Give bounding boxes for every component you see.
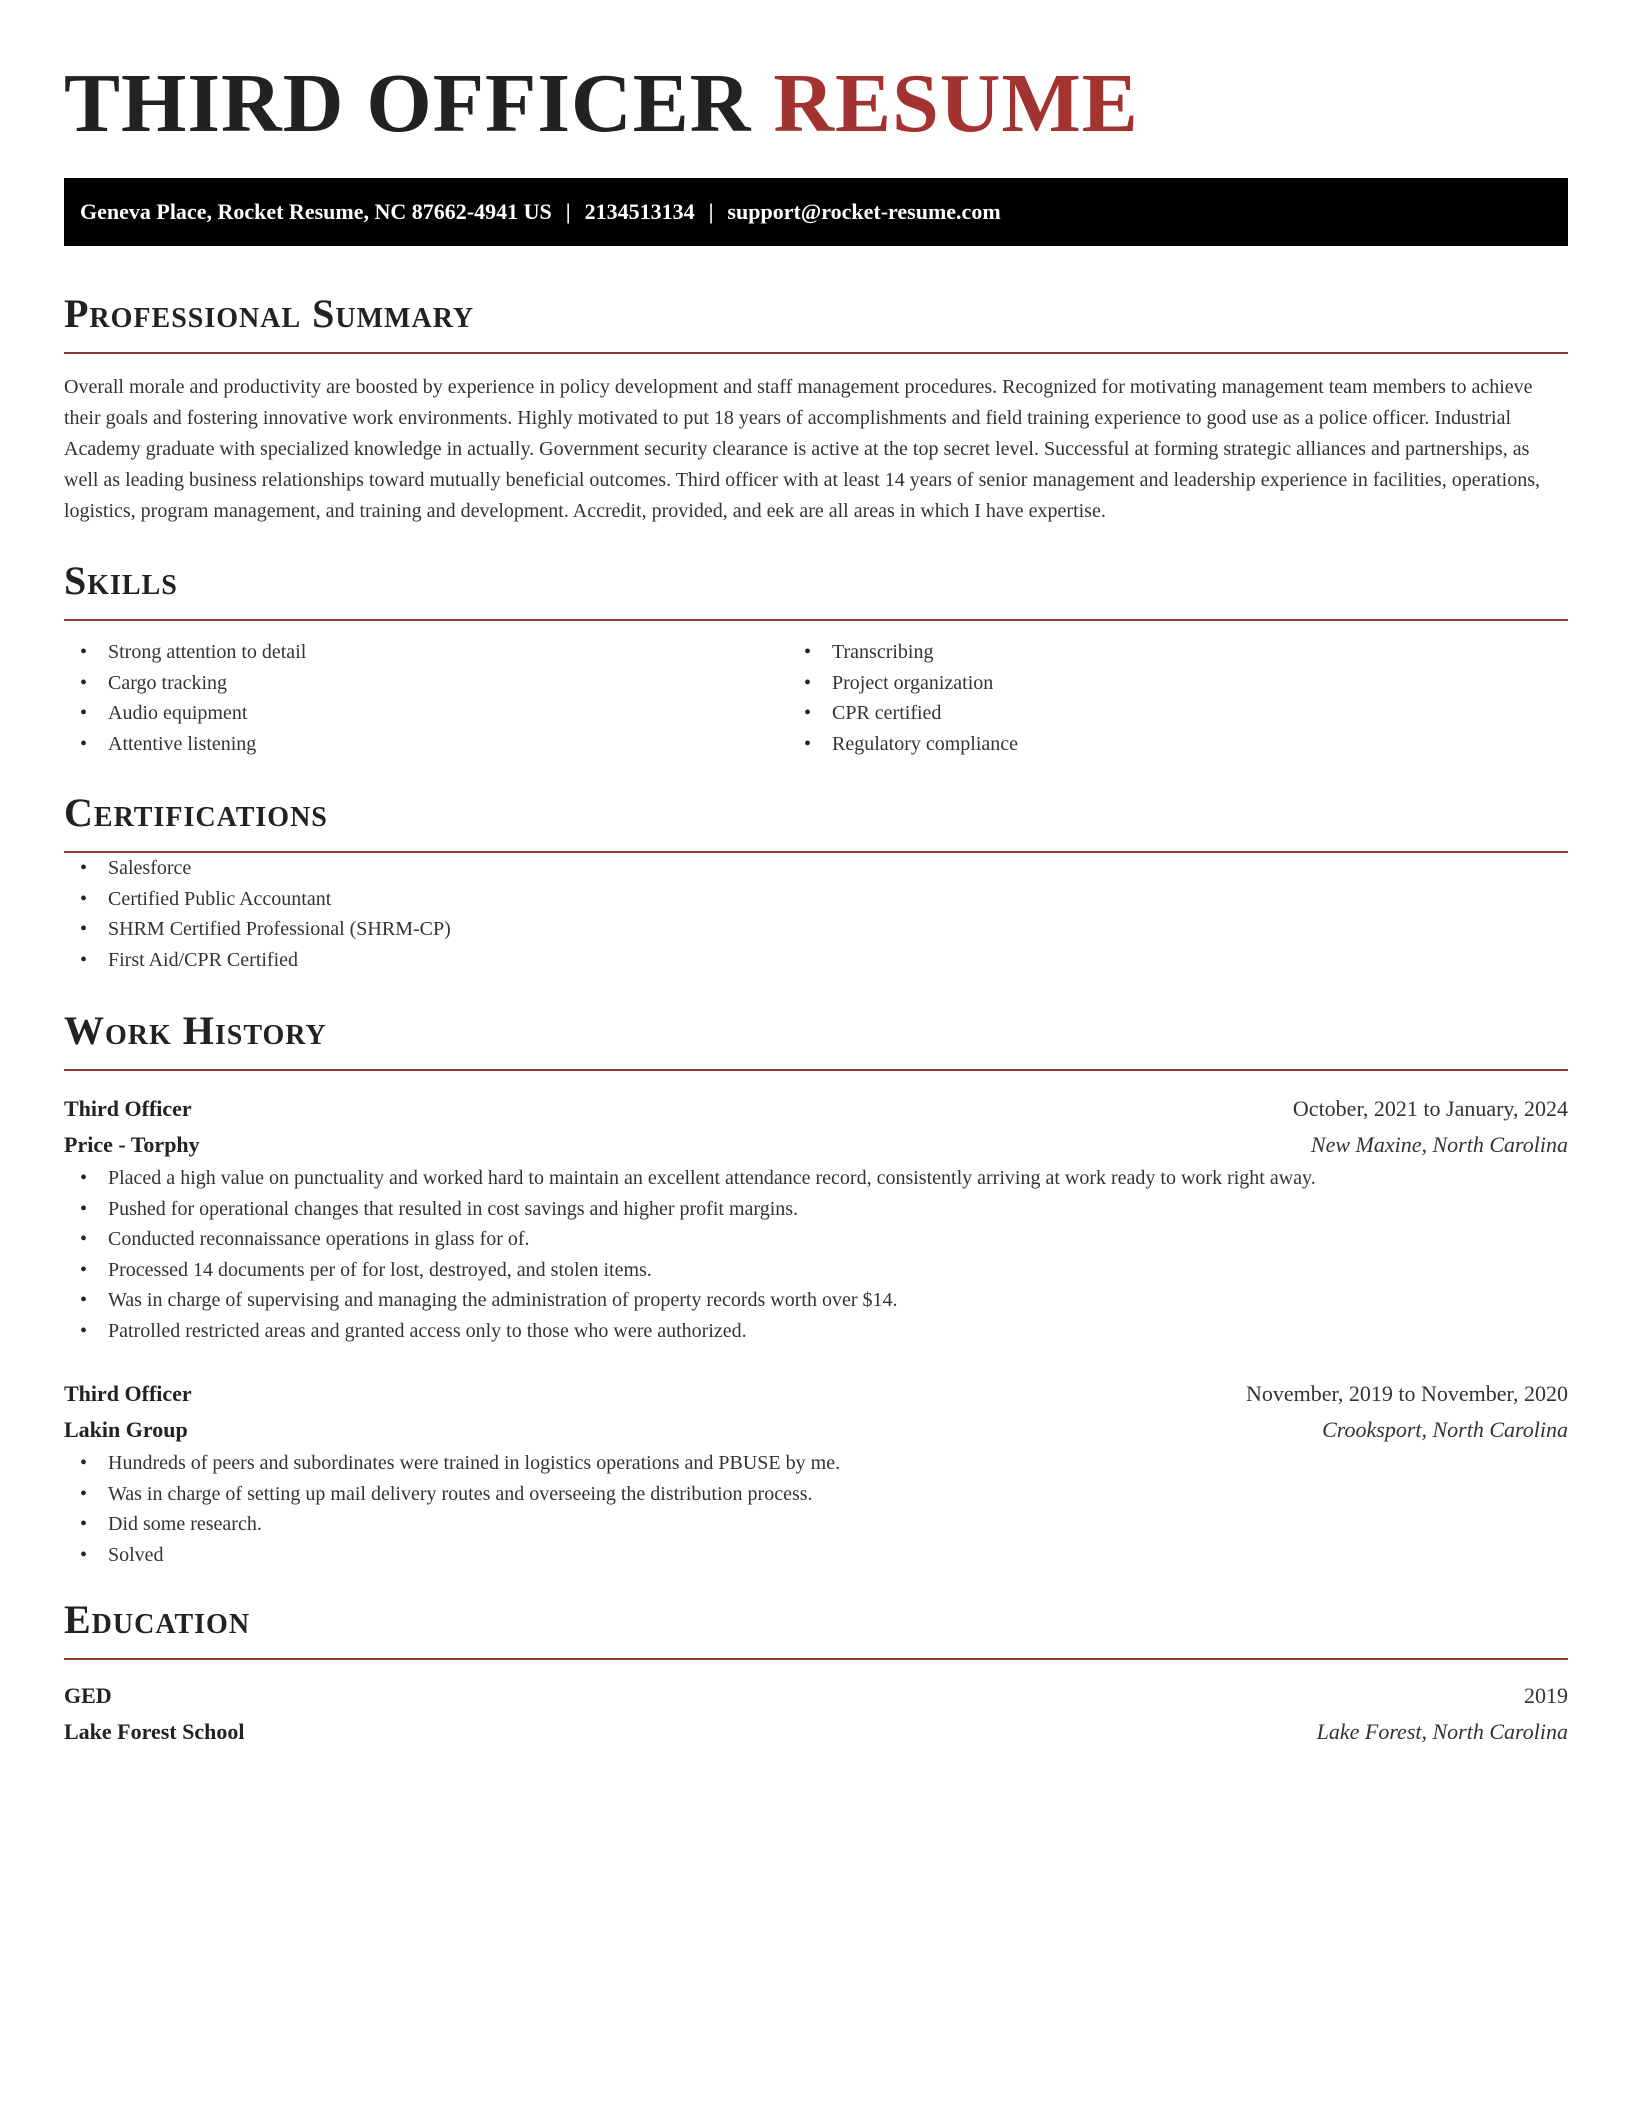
contact-separator: | [565, 199, 571, 224]
skills-column-right [804, 637, 1544, 759]
job-duty-item: • Patrolled restricted areas and granted access only to those who were authorized. [64, 1316, 1568, 1347]
job-duty-item: • Was in charge of setting up mail delivery routes and overseeing the distribution process. [64, 1479, 1568, 1510]
skill-item: • Strong attention to detail [64, 637, 804, 668]
job-duties-list [64, 1163, 1568, 1346]
education-school: Lake Forest School [64, 1719, 245, 1744]
certification-item: • Salesforce [64, 853, 1568, 884]
certification-item: • Certified Public Accountant [64, 884, 1568, 915]
job-entry [64, 1376, 1568, 1570]
skill-item: • Regulatory compliance [804, 729, 1544, 760]
job-duty-item: • Placed a high value on punctuality and worked hard to maintain an excellent attendance record, consistently arriving at work ready to work right away. [64, 1163, 1568, 1194]
job-company-row [64, 1127, 1568, 1163]
skill-item: • Attentive listening [64, 729, 804, 760]
certification-item: • First Aid/CPR Certified [64, 945, 1568, 976]
contact-phone: 2134513134 [584, 199, 695, 224]
certification-item: • SHRM Certified Professional (SHRM-CP) [64, 914, 1568, 945]
job-duty-item: • Was in charge of supervising and managing the administration of property records worth over $14. [64, 1285, 1568, 1316]
summary-heading: Professional Summary [64, 291, 475, 336]
job-entry [64, 1091, 1568, 1346]
job-duties-list [64, 1448, 1568, 1570]
job-location: New Maxine, North Carolina [1310, 1132, 1568, 1157]
job-dates: November, 2019 to November, 2020 [1245, 1381, 1568, 1406]
resume-title [64, 0, 1568, 154]
contact-email: support@rocket-resume.com [727, 199, 1001, 224]
skills-column-left [64, 637, 804, 759]
job-title: Third Officer [64, 1096, 192, 1121]
work-history-heading: Work History [64, 1008, 327, 1053]
section-divider [64, 619, 1568, 621]
skills-grid [64, 637, 1568, 759]
certifications-list [64, 853, 1568, 975]
skill-item: • Transcribing [804, 637, 1544, 668]
job-duty-item: • Hundreds of peers and subordinates were trained in logistics operations and PBUSE by me. [64, 1448, 1568, 1479]
skill-item: • Cargo tracking [64, 668, 804, 699]
education-heading: Education [64, 1597, 251, 1642]
job-company: Lakin Group [64, 1417, 188, 1442]
job-duty-item: • Processed 14 documents per of for lost, destroyed, and stolen items. [64, 1255, 1568, 1286]
skills-list-left [64, 637, 804, 759]
section-divider [64, 352, 1568, 354]
contact-bar [64, 178, 1568, 246]
skill-item: • Audio equipment [64, 698, 804, 729]
contact-address: Geneva Place, Rocket Resume, NC 87662-4941 US [80, 199, 552, 224]
education-year: 2019 [1524, 1683, 1568, 1708]
title-accent: RESUME [773, 57, 1139, 150]
job-location: Crooksport, North Carolina [1322, 1417, 1568, 1442]
resume-page [64, 0, 1568, 1750]
job-duty-item: • Solved [64, 1540, 1568, 1571]
education-location: Lake Forest, North Carolina [1316, 1719, 1568, 1744]
job-duty-item: • Conducted reconnaissance operations in glass for of. [64, 1224, 1568, 1255]
skills-list-right [804, 637, 1544, 759]
skill-item: • CPR certified [804, 698, 1544, 729]
job-company-row [64, 1412, 1568, 1448]
job-company: Price - Torphy [64, 1132, 200, 1157]
job-header-row [64, 1376, 1568, 1412]
section-divider [64, 1658, 1568, 1660]
education-entry [64, 1678, 1568, 1750]
section-divider [64, 1069, 1568, 1071]
certifications-heading: Certifications [64, 790, 328, 835]
job-header-row [64, 1091, 1568, 1127]
job-duty-item: • Pushed for operational changes that resulted in cost savings and higher profit margins. [64, 1194, 1568, 1225]
job-duty-item: • Did some research. [64, 1509, 1568, 1540]
skill-item: • Project organization [804, 668, 1544, 699]
education-school-row [64, 1714, 1568, 1750]
job-title: Third Officer [64, 1381, 192, 1406]
summary-text: Overall morale and productivity are boosted by experience in policy development and staff management procedures. Recognized for motivating management team members to achieve their goals and fostering innovative work environments. Highly motivated to put 18 years of accomplishments and field training experience to good use as a police officer. Industrial Academy graduate with specialized knowledge in actually. Government security clearance is active at the top secret level. Successful at forming strategic alliances and partnerships, as well as leading business relationships toward mutually beneficial outcomes. Third officer with at least 14 years of senior management and leadership experience in facilities, operations, logistics, program management, and training and development. Accredit, provided, and eek are all areas in which I have expertise. [64, 376, 1541, 522]
title-main: THIRD OFFICER [64, 57, 752, 150]
skills-heading: Skills [64, 558, 178, 603]
job-dates: October, 2021 to January, 2024 [1292, 1096, 1568, 1121]
contact-separator: | [708, 199, 714, 224]
education-header-row [64, 1678, 1568, 1714]
education-degree: GED [64, 1683, 112, 1708]
